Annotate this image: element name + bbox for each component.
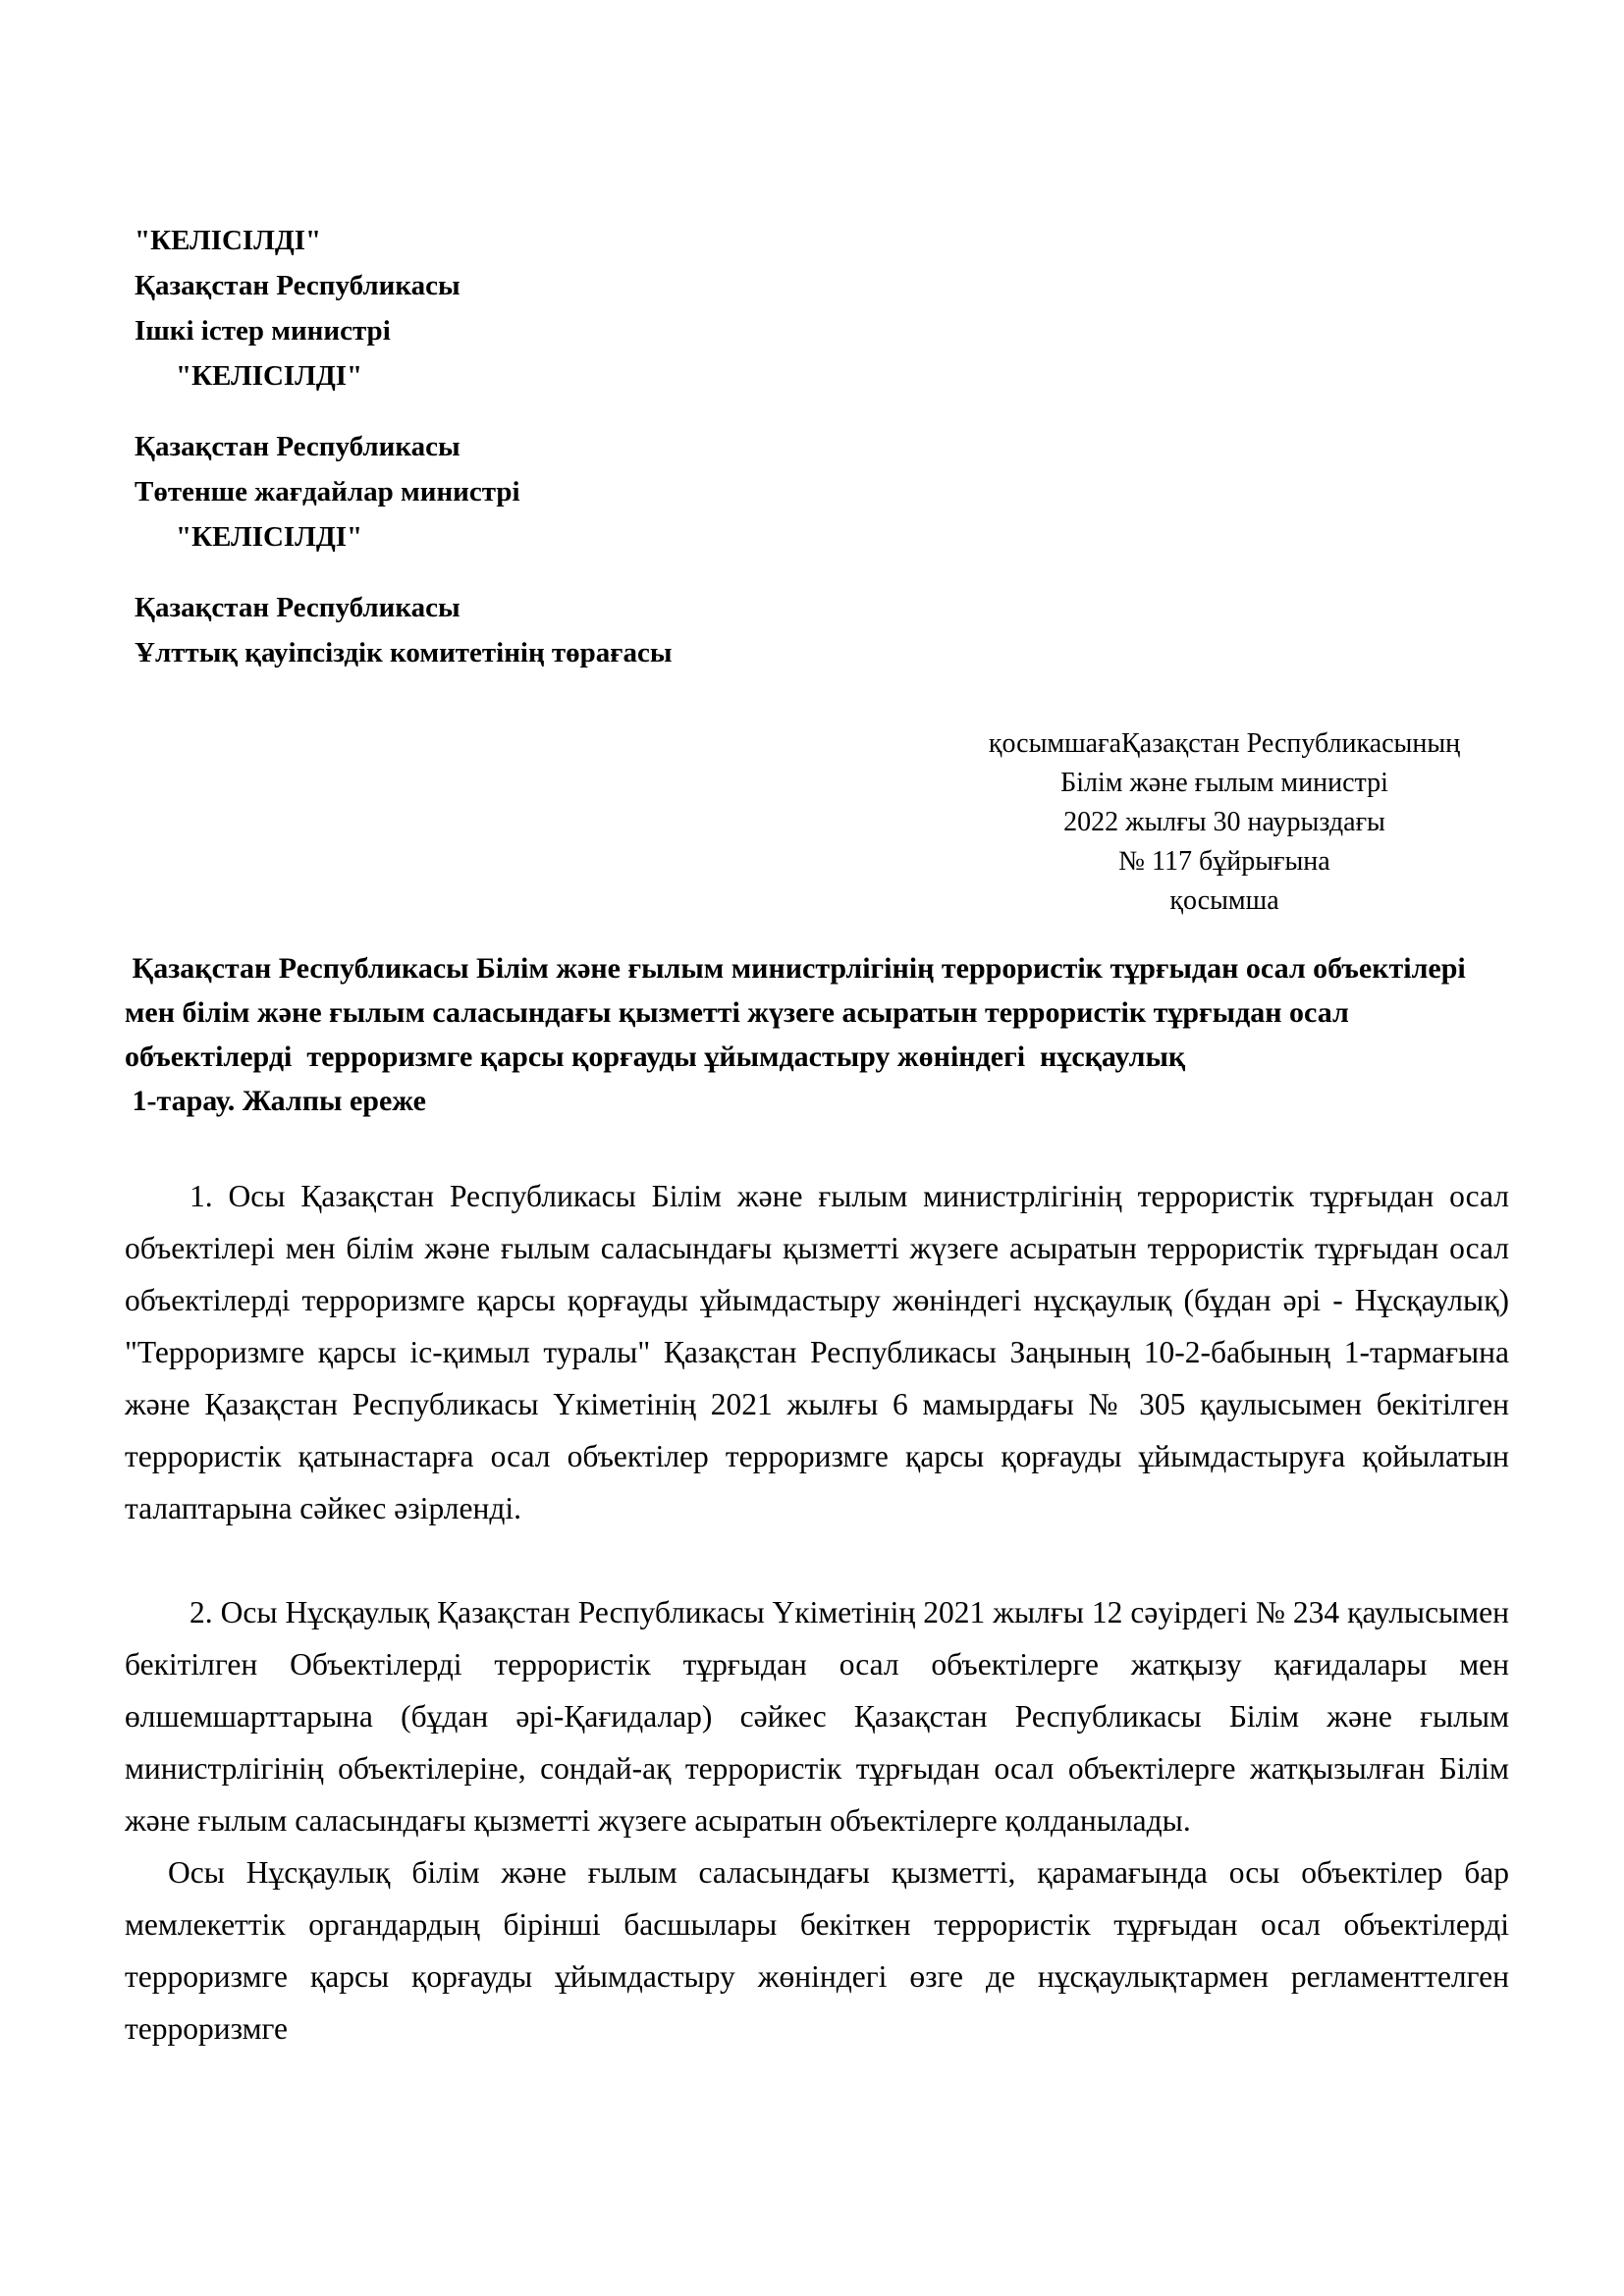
approval-block-emergency-situations xyxy=(135,424,1509,560)
approval-line: Қазақстан Республикасы xyxy=(135,431,460,462)
appendix-line: № 117 бұйрығына xyxy=(1118,846,1330,877)
document-title: Қазақстан Республикасы Білім және ғылым министрлігінің террористік тұрғыдан осал объектілері мен білім және ғылым саласындағы қызметті жүзеге асыратын террористік тұрғыдан осал объектілерді терроризмге қарсы қорғауды ұйымдастыру жөніндегі нұсқаулық xyxy=(125,952,1481,1073)
approval-line: "КЕЛІСІЛДІ" xyxy=(176,360,363,392)
approval-line: Ұлттық қауіпсіздік комитетінің төрағасы xyxy=(135,637,673,668)
appendix-line: 2022 жылғы 30 наурыздағы xyxy=(1063,807,1385,837)
body-paragraph-3: Осы Нұсқаулық білім және ғылым саласындағы қызметті, қарамағында осы объектілер бар мемлекеттік органдардың бірінші басшылары бекіткен террористік тұрғыдан осал объектілерді терроризмге қарсы қорғауды ұйымдастыру жөніндегі өзге де нұсқаулықтармен регламенттелген терроризмге xyxy=(125,1855,1509,2046)
approval-line: "КЕЛІСІЛДІ" xyxy=(176,521,363,553)
appendix-reference-block xyxy=(920,724,1529,921)
approval-line: Төтенше жағдайлар министрі xyxy=(135,476,520,507)
appendix-line: қосымша xyxy=(1169,885,1279,916)
body-paragraph-1: 1. Осы Қазақстан Республикасы Білім және ғылым министрлігінің террористік тұрғыдан осал объектілері мен білім және ғылым саласындағы қызметті жүзеге асыратын террористік тұрғыдан осал объектілерді терроризмге қарсы қорғауды ұйымдастыру жөніндегі нұсқаулық (бұдан әрі - Нұсқаулық) "Терроризмге қарсы іс-қимыл туралы" Қазақстан Республикасы Заңының 10-2-бабының 1-тармағына және Қазақстан Республикасы Үкіметінің 2021 жылғы 6 мамырдағы № 305 қаулысымен бекітілген террористік қатынастарға осал объектілер терроризмге қарсы қорғауды ұйымдастыруға қойылатын талаптарына сәйкес әзірленді. xyxy=(125,1179,1509,1525)
approval-block-internal-affairs xyxy=(135,218,1509,399)
chapter-heading: 1-тарау. Жалпы ереже xyxy=(125,1085,426,1117)
approval-block-national-security xyxy=(135,585,1509,675)
approval-line: Ішкі істер министрі xyxy=(135,315,391,347)
approval-line: Қазақстан Республикасы xyxy=(135,270,460,301)
body-paragraph-2: 2. Осы Нұсқаулық Қазақстан Республикасы Үкіметінің 2021 жылғы 12 сәуірдегі № 234 қаулысымен бекітілген Объектілерді террористік тұрғыдан осал объектілерге жатқызу қағидалары мен өлшемшарттарына (бұдан әрі-Қағидалар) сәйкес Қазақстан Республикасы Білім және ғылым министрлігінің объектілеріне, сондай-ақ террористік тұрғыдан осал объектілерге жатқызылған Білім және ғылым саласындағы қызметті жүзеге асыратын объектілерге қолданылады. xyxy=(125,1595,1509,1838)
approval-line: Қазақстан Республикасы xyxy=(135,592,460,623)
approval-line: "КЕЛІСІЛДІ" xyxy=(135,225,322,256)
appendix-line: Білім және ғылым министрі xyxy=(1060,768,1388,798)
appendix-line: қосымшағаҚазақстан Республикасының xyxy=(988,728,1461,759)
